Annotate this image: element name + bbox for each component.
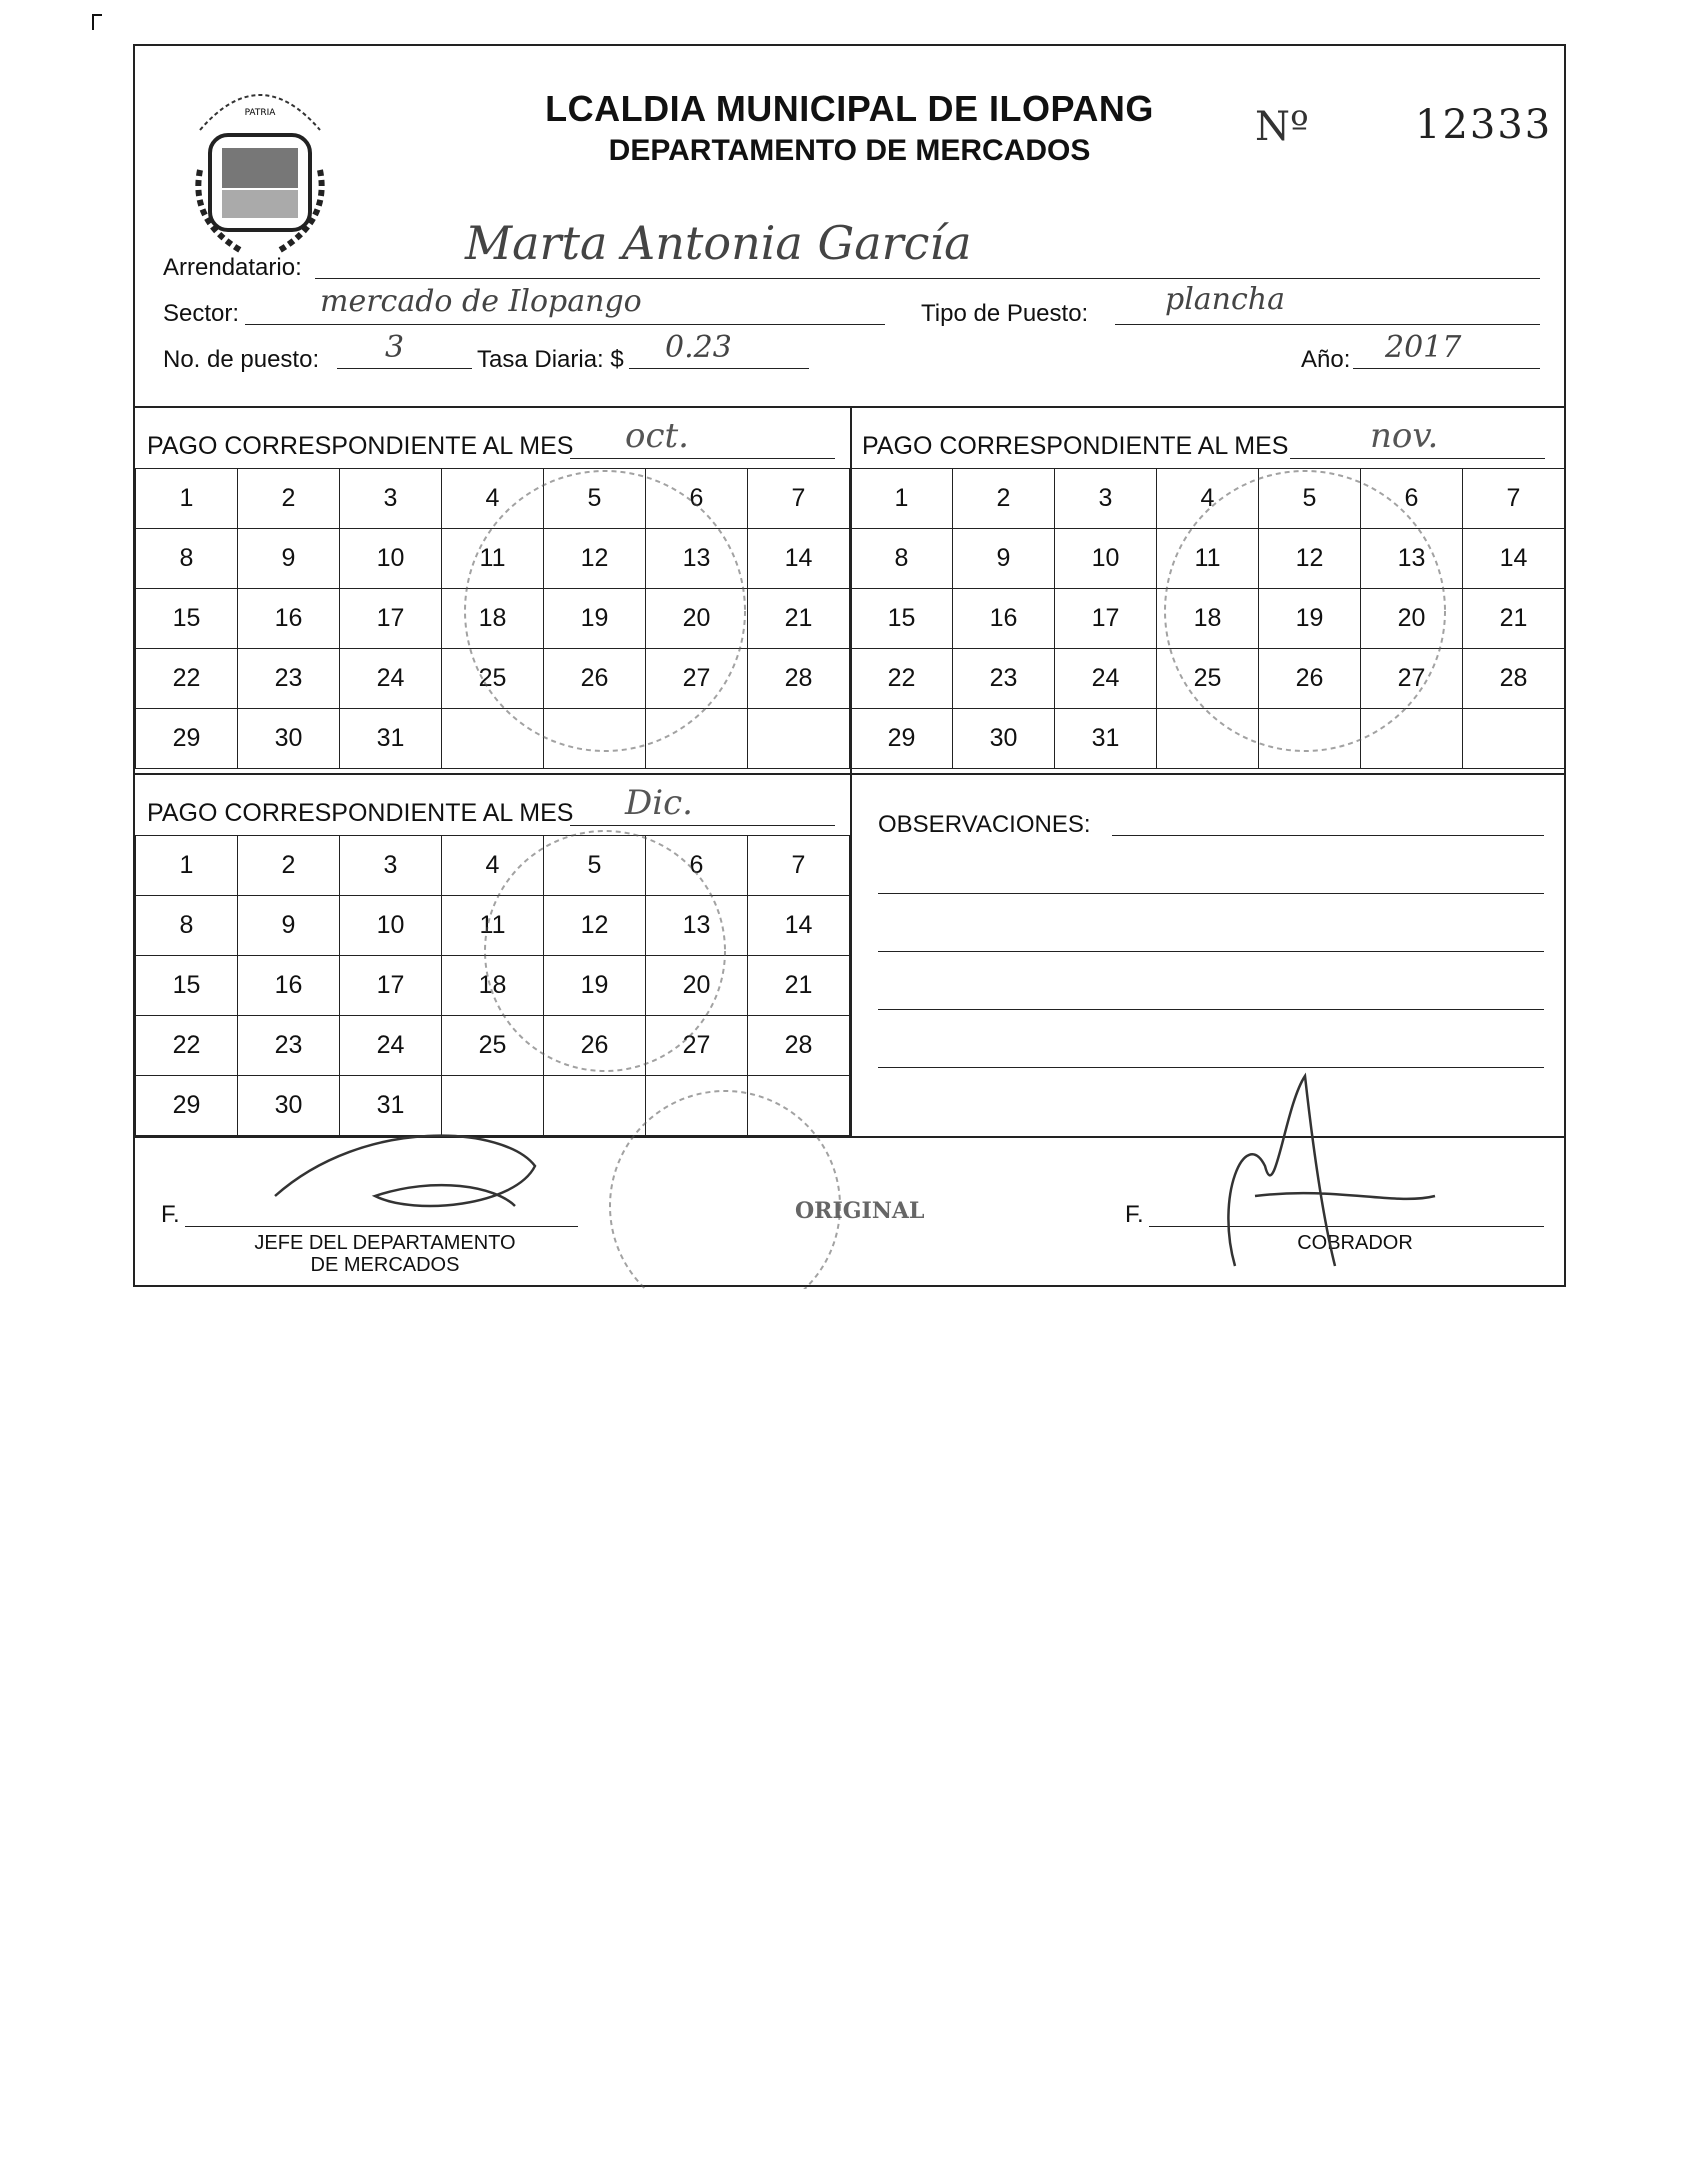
- day-cell: [340, 649, 442, 709]
- empty-cell: [544, 1076, 646, 1136]
- observaciones-line: [878, 951, 1544, 952]
- day-cell: [340, 1016, 442, 1076]
- day-cell: [340, 589, 442, 649]
- month-value: oct.: [625, 416, 689, 456]
- jefe-label-line2: DE MERCADOS: [310, 1254, 460, 1276]
- day-cell: [340, 836, 442, 896]
- day-number: 17: [376, 604, 405, 632]
- day-cell: [646, 469, 748, 529]
- day-number: 18: [478, 604, 507, 632]
- day-cell: [748, 836, 850, 896]
- month-line: [570, 458, 835, 459]
- day-cell: [238, 896, 340, 956]
- days-row: [136, 956, 850, 1016]
- day-cell: [851, 709, 953, 769]
- day-cell: [953, 589, 1055, 649]
- day-cell: [238, 469, 340, 529]
- month-line: [1290, 458, 1545, 459]
- day-cell: [136, 896, 238, 956]
- day-cell: [748, 469, 850, 529]
- observaciones-line: [878, 1067, 1544, 1068]
- page-subtitle: DEPARTAMENTO DE MERCADOS: [608, 134, 1091, 167]
- day-number: 13: [682, 911, 711, 939]
- day-cell: [136, 649, 238, 709]
- day-number: 4: [485, 851, 500, 879]
- days-row: [136, 589, 850, 649]
- anio-label: Año:: [1301, 346, 1351, 373]
- day-cell: [544, 1016, 646, 1076]
- day-number: 21: [784, 604, 813, 632]
- jefe-label-line1: JEFE DEL DEPARTAMENTO: [254, 1232, 516, 1254]
- day-number: 14: [784, 544, 813, 572]
- day-cell: [238, 836, 340, 896]
- empty-cell: [1361, 709, 1463, 769]
- day-number: 1: [179, 484, 194, 512]
- observaciones-line: [1112, 835, 1544, 836]
- day-number: 10: [1091, 544, 1120, 572]
- anio-line: [1353, 368, 1540, 369]
- day-number: 19: [1295, 604, 1324, 632]
- day-cell: [646, 1016, 748, 1076]
- column-divider: [850, 406, 852, 773]
- day-number: 10: [376, 544, 405, 572]
- day-cell: [1157, 589, 1259, 649]
- empty-cell: [646, 1076, 748, 1136]
- day-number: 3: [383, 484, 398, 512]
- day-number: 20: [682, 604, 711, 632]
- day-cell: [1361, 469, 1463, 529]
- day-number: 5: [587, 484, 602, 512]
- day-number: 12: [580, 911, 609, 939]
- day-cell: [136, 1076, 238, 1136]
- day-number: 22: [887, 664, 916, 692]
- day-cell: [646, 649, 748, 709]
- day-cell: [544, 649, 646, 709]
- day-number: 29: [172, 1091, 201, 1119]
- day-number: 12: [1295, 544, 1324, 572]
- day-number: 27: [682, 664, 711, 692]
- day-cell: [851, 529, 953, 589]
- day-number: 26: [1295, 664, 1324, 692]
- day-number: 30: [989, 724, 1018, 752]
- day-number: 20: [682, 971, 711, 999]
- day-cell: [238, 709, 340, 769]
- day-number: 23: [989, 664, 1018, 692]
- days-row: [851, 589, 1565, 649]
- day-cell: [646, 956, 748, 1016]
- day-cell: [442, 469, 544, 529]
- day-cell: [340, 956, 442, 1016]
- day-cell: [136, 589, 238, 649]
- day-cell: [748, 649, 850, 709]
- day-number: 26: [580, 664, 609, 692]
- days-row: [851, 649, 1565, 709]
- day-cell: [748, 1016, 850, 1076]
- month-block-2: [850, 406, 1566, 775]
- day-number: 16: [274, 971, 303, 999]
- jefe-label: [235, 1232, 535, 1276]
- day-cell: [544, 956, 646, 1016]
- day-number: 22: [172, 1031, 201, 1059]
- day-cell: [851, 589, 953, 649]
- day-cell: [238, 589, 340, 649]
- day-cell: [136, 709, 238, 769]
- scan-corner-mark: [92, 14, 94, 30]
- days-row: [851, 709, 1565, 769]
- empty-cell: [544, 709, 646, 769]
- month-block-3: [135, 773, 850, 1138]
- day-cell: [442, 589, 544, 649]
- empty-cell: [646, 709, 748, 769]
- day-cell: [238, 649, 340, 709]
- day-cell: [238, 956, 340, 1016]
- empty-cell: [442, 1076, 544, 1136]
- day-cell: [544, 469, 646, 529]
- day-cell: [1157, 529, 1259, 589]
- day-number: 1: [179, 851, 194, 879]
- day-number: 17: [1091, 604, 1120, 632]
- day-number: 9: [996, 544, 1011, 572]
- day-cell: [136, 956, 238, 1016]
- cobrador-label: COBRADOR: [1297, 1232, 1413, 1254]
- day-number: 1: [894, 484, 909, 512]
- form-header: [135, 46, 1564, 406]
- puesto-line: [337, 368, 472, 369]
- day-number: 8: [179, 911, 194, 939]
- day-number: 9: [281, 544, 296, 572]
- day-cell: [442, 1016, 544, 1076]
- day-number: 8: [894, 544, 909, 572]
- day-number: 13: [682, 544, 711, 572]
- day-cell: [1055, 469, 1157, 529]
- day-number: 29: [172, 724, 201, 752]
- day-cell: [1259, 589, 1361, 649]
- day-number: 15: [887, 604, 916, 632]
- day-number: 19: [580, 604, 609, 632]
- day-number: 4: [485, 484, 500, 512]
- month-block-1: [135, 406, 850, 775]
- day-number: 24: [376, 664, 405, 692]
- day-number: 5: [1302, 484, 1317, 512]
- day-number: 4: [1200, 484, 1215, 512]
- day-number: 11: [1194, 544, 1221, 572]
- tasa-label: Tasa Diaria: $: [477, 346, 624, 373]
- day-cell: [1157, 649, 1259, 709]
- day-cell: [1361, 529, 1463, 589]
- day-number: 14: [784, 911, 813, 939]
- month-heading: PAGO CORRESPONDIENTE AL MES: [147, 799, 574, 827]
- days-row: [136, 1076, 850, 1136]
- day-number: 3: [383, 851, 398, 879]
- day-cell: [1463, 589, 1565, 649]
- tipo-value: plancha: [1165, 282, 1286, 317]
- arrendatario-line: [315, 278, 1540, 279]
- days-row: [136, 896, 850, 956]
- day-number: 26: [580, 1031, 609, 1059]
- day-cell: [851, 469, 953, 529]
- day-number: 27: [1397, 664, 1426, 692]
- days-row: [136, 469, 850, 529]
- day-cell: [953, 469, 1055, 529]
- day-cell: [442, 649, 544, 709]
- day-number: 27: [682, 1031, 711, 1059]
- day-number: 31: [1091, 724, 1120, 752]
- day-cell: [748, 589, 850, 649]
- day-cell: [748, 956, 850, 1016]
- day-cell: [442, 956, 544, 1016]
- day-cell: [646, 589, 748, 649]
- days-row: [851, 529, 1565, 589]
- empty-cell: [1157, 709, 1259, 769]
- day-cell: [953, 649, 1055, 709]
- arrendatario-label: Arrendatario:: [163, 254, 302, 281]
- month-heading: PAGO CORRESPONDIENTE AL MES: [147, 432, 574, 460]
- day-number: 24: [1091, 664, 1120, 692]
- day-cell: [953, 529, 1055, 589]
- month-value: nov.: [1370, 416, 1439, 456]
- day-number: 12: [580, 544, 609, 572]
- day-number: 2: [996, 484, 1011, 512]
- days-row: [136, 709, 850, 769]
- puesto-label: No. de puesto:: [163, 346, 320, 373]
- day-number: 10: [376, 911, 405, 939]
- month-heading: PAGO CORRESPONDIENTE AL MES: [862, 432, 1289, 460]
- day-cell: [544, 836, 646, 896]
- days-grid: [135, 835, 850, 1136]
- day-cell: [646, 896, 748, 956]
- day-cell: [340, 469, 442, 529]
- day-cell: [1055, 529, 1157, 589]
- day-number: 9: [281, 911, 296, 939]
- day-cell: [136, 836, 238, 896]
- tasa-line: [629, 368, 809, 369]
- days-row: [136, 836, 850, 896]
- empty-cell: [1463, 709, 1565, 769]
- day-cell: [442, 836, 544, 896]
- day-number: 29: [887, 724, 916, 752]
- day-cell: [544, 529, 646, 589]
- folio-label: Nº: [1255, 104, 1309, 150]
- day-number: 2: [281, 851, 296, 879]
- day-cell: [340, 709, 442, 769]
- day-cell: [238, 1016, 340, 1076]
- day-cell: [1463, 469, 1565, 529]
- day-cell: [1055, 709, 1157, 769]
- day-number: 17: [376, 971, 405, 999]
- day-cell: [238, 1076, 340, 1136]
- day-number: 31: [376, 1091, 405, 1119]
- observaciones-block: [850, 773, 1566, 1138]
- day-number: 3: [1098, 484, 1113, 512]
- day-number: 25: [1193, 664, 1222, 692]
- day-cell: [340, 1076, 442, 1136]
- day-cell: [340, 896, 442, 956]
- sector-label: Sector:: [163, 300, 240, 327]
- day-number: 6: [689, 851, 704, 879]
- observaciones-label: OBSERVACIONES:: [878, 811, 1091, 838]
- day-cell: [136, 1016, 238, 1076]
- day-number: 11: [479, 544, 506, 572]
- day-cell: [953, 709, 1055, 769]
- day-number: 24: [376, 1031, 405, 1059]
- day-number: 28: [784, 1031, 813, 1059]
- empty-cell: [748, 1076, 850, 1136]
- days-grid: [135, 468, 850, 769]
- day-number: 23: [274, 1031, 303, 1059]
- day-number: 15: [172, 971, 201, 999]
- jefe-signature-line: [185, 1226, 578, 1227]
- day-cell: [340, 529, 442, 589]
- day-cell: [544, 896, 646, 956]
- f-label-jefe: F.: [161, 1201, 180, 1228]
- observaciones-line: [878, 893, 1544, 894]
- day-cell: [136, 529, 238, 589]
- folio-number: 12333: [1415, 102, 1553, 148]
- day-number: 7: [791, 484, 806, 512]
- day-cell: [1361, 589, 1463, 649]
- day-number: 14: [1499, 544, 1528, 572]
- day-number: 13: [1397, 544, 1426, 572]
- empty-cell: [442, 709, 544, 769]
- days-row: [136, 1016, 850, 1076]
- day-number: 22: [172, 664, 201, 692]
- day-cell: [238, 529, 340, 589]
- day-number: 25: [478, 1031, 507, 1059]
- observaciones-line: [878, 1009, 1544, 1010]
- day-cell: [1463, 529, 1565, 589]
- day-cell: [1157, 469, 1259, 529]
- day-number: 28: [784, 664, 813, 692]
- page-title: LCALDIA MUNICIPAL DE ILOPANG: [545, 88, 1154, 129]
- day-cell: [1361, 649, 1463, 709]
- day-number: 16: [274, 604, 303, 632]
- month-value: Dic.: [625, 783, 693, 823]
- day-number: 7: [791, 851, 806, 879]
- day-number: 8: [179, 544, 194, 572]
- day-number: 31: [376, 724, 405, 752]
- day-cell: [748, 529, 850, 589]
- tipo-label: Tipo de Puesto:: [921, 300, 1089, 327]
- days-row: [136, 649, 850, 709]
- day-number: 19: [580, 971, 609, 999]
- f-label-cobrador: F.: [1125, 1201, 1144, 1228]
- day-number: 18: [1193, 604, 1222, 632]
- day-cell: [851, 649, 953, 709]
- scan-corner-mark: [92, 14, 102, 16]
- puesto-value: 3: [385, 330, 405, 365]
- days-grid: [850, 468, 1565, 769]
- empty-cell: [748, 709, 850, 769]
- day-cell: [1259, 529, 1361, 589]
- payment-card: [133, 44, 1566, 1287]
- day-cell: [442, 529, 544, 589]
- day-cell: [1463, 649, 1565, 709]
- day-cell: [748, 896, 850, 956]
- day-number: 5: [587, 851, 602, 879]
- svg-text:PATRIA: PATRIA: [244, 108, 276, 118]
- day-cell: [646, 836, 748, 896]
- day-number: 11: [479, 911, 506, 939]
- anio-value: 2017: [1385, 330, 1462, 365]
- arrendatario-value: Marta Antonia García: [465, 216, 972, 270]
- day-number: 6: [1404, 484, 1419, 512]
- day-cell: [1259, 469, 1361, 529]
- day-number: 30: [274, 724, 303, 752]
- day-number: 2: [281, 484, 296, 512]
- tasa-value: 0.23: [665, 330, 732, 365]
- sector-line: [245, 324, 885, 325]
- day-cell: [646, 529, 748, 589]
- days-row: [136, 529, 850, 589]
- day-cell: [1055, 589, 1157, 649]
- cobrador-signature-line: [1149, 1226, 1544, 1227]
- month-line: [570, 825, 835, 826]
- day-cell: [1259, 649, 1361, 709]
- day-cell: [544, 589, 646, 649]
- day-number: 7: [1506, 484, 1521, 512]
- original-stamp: ORIGINAL: [795, 1198, 925, 1224]
- empty-cell: [1259, 709, 1361, 769]
- day-number: 15: [172, 604, 201, 632]
- day-number: 21: [784, 971, 813, 999]
- day-number: 16: [989, 604, 1018, 632]
- day-number: 6: [689, 484, 704, 512]
- days-row: [851, 469, 1565, 529]
- day-number: 30: [274, 1091, 303, 1119]
- day-number: 21: [1499, 604, 1528, 632]
- day-cell: [136, 469, 238, 529]
- day-number: 23: [274, 664, 303, 692]
- day-number: 20: [1397, 604, 1426, 632]
- day-number: 18: [478, 971, 507, 999]
- sector-value: mercado de Ilopango: [320, 284, 642, 319]
- day-cell: [442, 896, 544, 956]
- day-number: 25: [478, 664, 507, 692]
- day-cell: [1055, 649, 1157, 709]
- day-number: 28: [1499, 664, 1528, 692]
- tipo-line: [1115, 324, 1540, 325]
